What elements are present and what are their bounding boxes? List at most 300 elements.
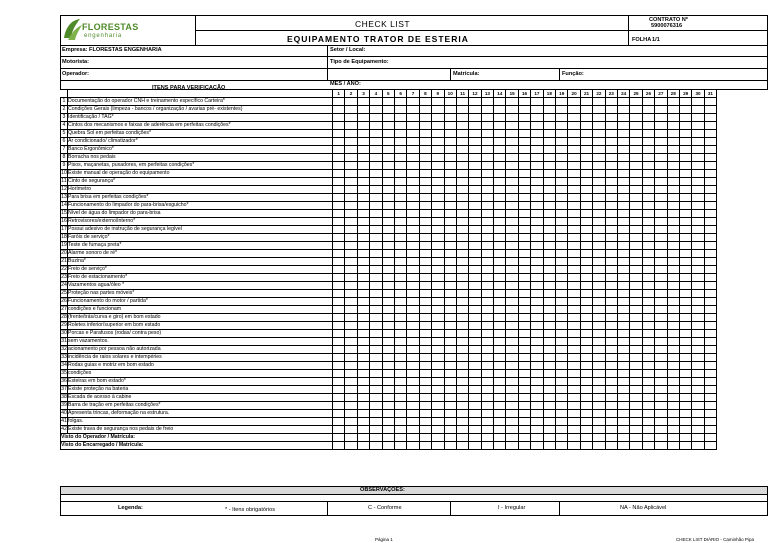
check-cell[interactable] <box>432 258 444 266</box>
check-cell[interactable] <box>556 178 568 186</box>
check-cell[interactable] <box>679 322 691 330</box>
check-cell[interactable] <box>382 170 394 178</box>
check-cell[interactable] <box>394 186 406 194</box>
check-cell[interactable] <box>345 162 357 170</box>
check-cell[interactable] <box>593 210 605 218</box>
check-cell[interactable] <box>630 290 642 298</box>
check-cell[interactable] <box>456 394 468 402</box>
check-cell[interactable] <box>444 106 456 114</box>
check-cell[interactable] <box>617 178 629 186</box>
signature-cell[interactable] <box>531 434 543 442</box>
check-cell[interactable] <box>568 418 580 426</box>
check-cell[interactable] <box>667 386 679 394</box>
check-cell[interactable] <box>593 226 605 234</box>
check-cell[interactable] <box>518 402 530 410</box>
check-cell[interactable] <box>543 410 555 418</box>
check-cell[interactable] <box>704 130 716 138</box>
check-cell[interactable] <box>704 170 716 178</box>
check-cell[interactable] <box>444 186 456 194</box>
check-cell[interactable] <box>432 362 444 370</box>
check-cell[interactable] <box>630 378 642 386</box>
check-cell[interactable] <box>655 242 667 250</box>
check-cell[interactable] <box>469 258 481 266</box>
check-cell[interactable] <box>407 130 419 138</box>
check-cell[interactable] <box>333 234 345 242</box>
sector-field[interactable]: Setor / Local: <box>330 47 366 53</box>
check-cell[interactable] <box>704 410 716 418</box>
check-cell[interactable] <box>655 266 667 274</box>
check-cell[interactable] <box>704 306 716 314</box>
check-cell[interactable] <box>481 426 493 434</box>
check-cell[interactable] <box>704 178 716 186</box>
check-cell[interactable] <box>333 354 345 362</box>
check-cell[interactable] <box>580 162 592 170</box>
check-cell[interactable] <box>419 266 431 274</box>
check-cell[interactable] <box>333 282 345 290</box>
check-cell[interactable] <box>543 378 555 386</box>
check-cell[interactable] <box>444 226 456 234</box>
check-cell[interactable] <box>456 146 468 154</box>
check-cell[interactable] <box>642 314 654 322</box>
check-cell[interactable] <box>617 202 629 210</box>
operator-field[interactable]: Operador: <box>62 71 90 77</box>
check-cell[interactable] <box>692 290 704 298</box>
check-cell[interactable] <box>419 114 431 122</box>
check-cell[interactable] <box>556 394 568 402</box>
check-cell[interactable] <box>568 410 580 418</box>
check-cell[interactable] <box>382 122 394 130</box>
check-cell[interactable] <box>617 98 629 106</box>
check-cell[interactable] <box>481 138 493 146</box>
check-cell[interactable] <box>407 394 419 402</box>
check-cell[interactable] <box>531 234 543 242</box>
check-cell[interactable] <box>605 98 617 106</box>
check-cell[interactable] <box>667 114 679 122</box>
check-cell[interactable] <box>469 146 481 154</box>
check-cell[interactable] <box>605 274 617 282</box>
check-cell[interactable] <box>518 130 530 138</box>
check-cell[interactable] <box>407 114 419 122</box>
check-cell[interactable] <box>370 98 382 106</box>
check-cell[interactable] <box>394 306 406 314</box>
check-cell[interactable] <box>469 290 481 298</box>
check-cell[interactable] <box>692 266 704 274</box>
check-cell[interactable] <box>382 194 394 202</box>
check-cell[interactable] <box>357 418 369 426</box>
check-cell[interactable] <box>333 170 345 178</box>
check-cell[interactable] <box>655 298 667 306</box>
check-cell[interactable] <box>444 194 456 202</box>
check-cell[interactable] <box>456 362 468 370</box>
check-cell[interactable] <box>370 266 382 274</box>
check-cell[interactable] <box>692 394 704 402</box>
check-cell[interactable] <box>655 210 667 218</box>
check-cell[interactable] <box>357 282 369 290</box>
check-cell[interactable] <box>679 242 691 250</box>
check-cell[interactable] <box>481 146 493 154</box>
check-cell[interactable] <box>704 362 716 370</box>
check-cell[interactable] <box>382 106 394 114</box>
check-cell[interactable] <box>506 306 518 314</box>
check-cell[interactable] <box>481 106 493 114</box>
check-cell[interactable] <box>419 298 431 306</box>
check-cell[interactable] <box>580 354 592 362</box>
check-cell[interactable] <box>382 186 394 194</box>
check-cell[interactable] <box>704 114 716 122</box>
check-cell[interactable] <box>543 298 555 306</box>
check-cell[interactable] <box>593 314 605 322</box>
check-cell[interactable] <box>469 314 481 322</box>
check-cell[interactable] <box>370 306 382 314</box>
check-cell[interactable] <box>679 274 691 282</box>
check-cell[interactable] <box>679 314 691 322</box>
check-cell[interactable] <box>456 386 468 394</box>
check-cell[interactable] <box>432 394 444 402</box>
check-cell[interactable] <box>345 146 357 154</box>
check-cell[interactable] <box>531 226 543 234</box>
check-cell[interactable] <box>345 258 357 266</box>
check-cell[interactable] <box>543 386 555 394</box>
check-cell[interactable] <box>642 106 654 114</box>
check-cell[interactable] <box>642 322 654 330</box>
check-cell[interactable] <box>580 306 592 314</box>
signature-cell[interactable] <box>370 442 382 450</box>
check-cell[interactable] <box>506 386 518 394</box>
check-cell[interactable] <box>394 178 406 186</box>
check-cell[interactable] <box>667 106 679 114</box>
check-cell[interactable] <box>605 226 617 234</box>
check-cell[interactable] <box>432 266 444 274</box>
check-cell[interactable] <box>370 410 382 418</box>
check-cell[interactable] <box>630 170 642 178</box>
check-cell[interactable] <box>704 250 716 258</box>
check-cell[interactable] <box>518 322 530 330</box>
check-cell[interactable] <box>456 306 468 314</box>
check-cell[interactable] <box>617 370 629 378</box>
check-cell[interactable] <box>333 258 345 266</box>
check-cell[interactable] <box>580 330 592 338</box>
check-cell[interactable] <box>481 210 493 218</box>
check-cell[interactable] <box>556 378 568 386</box>
check-cell[interactable] <box>655 306 667 314</box>
check-cell[interactable] <box>568 234 580 242</box>
check-cell[interactable] <box>531 314 543 322</box>
check-cell[interactable] <box>370 290 382 298</box>
signature-cell[interactable] <box>630 434 642 442</box>
check-cell[interactable] <box>506 426 518 434</box>
check-cell[interactable] <box>667 306 679 314</box>
check-cell[interactable] <box>518 386 530 394</box>
check-cell[interactable] <box>357 410 369 418</box>
check-cell[interactable] <box>679 394 691 402</box>
check-cell[interactable] <box>456 170 468 178</box>
check-cell[interactable] <box>605 394 617 402</box>
check-cell[interactable] <box>419 122 431 130</box>
check-cell[interactable] <box>518 330 530 338</box>
check-cell[interactable] <box>444 274 456 282</box>
check-cell[interactable] <box>704 378 716 386</box>
check-cell[interactable] <box>494 306 506 314</box>
check-cell[interactable] <box>370 106 382 114</box>
check-cell[interactable] <box>605 378 617 386</box>
check-cell[interactable] <box>679 298 691 306</box>
check-cell[interactable] <box>333 122 345 130</box>
check-cell[interactable] <box>506 250 518 258</box>
check-cell[interactable] <box>407 402 419 410</box>
check-cell[interactable] <box>345 114 357 122</box>
check-cell[interactable] <box>469 426 481 434</box>
check-cell[interactable] <box>593 370 605 378</box>
check-cell[interactable] <box>642 162 654 170</box>
check-cell[interactable] <box>568 170 580 178</box>
check-cell[interactable] <box>679 330 691 338</box>
check-cell[interactable] <box>407 138 419 146</box>
check-cell[interactable] <box>481 346 493 354</box>
check-cell[interactable] <box>494 162 506 170</box>
check-cell[interactable] <box>630 314 642 322</box>
check-cell[interactable] <box>419 426 431 434</box>
check-cell[interactable] <box>617 402 629 410</box>
check-cell[interactable] <box>580 314 592 322</box>
signature-cell[interactable] <box>580 434 592 442</box>
check-cell[interactable] <box>679 386 691 394</box>
check-cell[interactable] <box>407 266 419 274</box>
check-cell[interactable] <box>605 330 617 338</box>
check-cell[interactable] <box>642 362 654 370</box>
check-cell[interactable] <box>593 402 605 410</box>
check-cell[interactable] <box>357 106 369 114</box>
check-cell[interactable] <box>692 386 704 394</box>
check-cell[interactable] <box>494 170 506 178</box>
check-cell[interactable] <box>642 122 654 130</box>
check-cell[interactable] <box>469 114 481 122</box>
check-cell[interactable] <box>444 394 456 402</box>
check-cell[interactable] <box>481 378 493 386</box>
check-cell[interactable] <box>419 154 431 162</box>
check-cell[interactable] <box>370 178 382 186</box>
check-cell[interactable] <box>394 322 406 330</box>
check-cell[interactable] <box>357 226 369 234</box>
check-cell[interactable] <box>531 290 543 298</box>
check-cell[interactable] <box>531 114 543 122</box>
check-cell[interactable] <box>692 122 704 130</box>
signature-cell[interactable] <box>432 442 444 450</box>
check-cell[interactable] <box>556 122 568 130</box>
check-cell[interactable] <box>419 186 431 194</box>
check-cell[interactable] <box>494 378 506 386</box>
check-cell[interactable] <box>543 122 555 130</box>
check-cell[interactable] <box>556 426 568 434</box>
check-cell[interactable] <box>419 410 431 418</box>
check-cell[interactable] <box>456 218 468 226</box>
check-cell[interactable] <box>456 266 468 274</box>
check-cell[interactable] <box>630 394 642 402</box>
check-cell[interactable] <box>543 330 555 338</box>
check-cell[interactable] <box>580 258 592 266</box>
check-cell[interactable] <box>580 218 592 226</box>
check-cell[interactable] <box>333 138 345 146</box>
check-cell[interactable] <box>531 282 543 290</box>
check-cell[interactable] <box>556 114 568 122</box>
check-cell[interactable] <box>407 106 419 114</box>
check-cell[interactable] <box>704 370 716 378</box>
check-cell[interactable] <box>642 282 654 290</box>
check-cell[interactable] <box>394 242 406 250</box>
check-cell[interactable] <box>556 386 568 394</box>
check-cell[interactable] <box>568 370 580 378</box>
check-cell[interactable] <box>655 274 667 282</box>
check-cell[interactable] <box>655 314 667 322</box>
check-cell[interactable] <box>543 146 555 154</box>
check-cell[interactable] <box>704 418 716 426</box>
check-cell[interactable] <box>642 386 654 394</box>
check-cell[interactable] <box>630 386 642 394</box>
check-cell[interactable] <box>679 178 691 186</box>
check-cell[interactable] <box>593 290 605 298</box>
check-cell[interactable] <box>444 210 456 218</box>
check-cell[interactable] <box>357 130 369 138</box>
check-cell[interactable] <box>679 122 691 130</box>
check-cell[interactable] <box>481 258 493 266</box>
check-cell[interactable] <box>605 290 617 298</box>
check-cell[interactable] <box>617 250 629 258</box>
check-cell[interactable] <box>543 338 555 346</box>
check-cell[interactable] <box>593 378 605 386</box>
check-cell[interactable] <box>556 146 568 154</box>
check-cell[interactable] <box>692 98 704 106</box>
check-cell[interactable] <box>593 298 605 306</box>
check-cell[interactable] <box>642 186 654 194</box>
check-cell[interactable] <box>568 186 580 194</box>
check-cell[interactable] <box>394 362 406 370</box>
check-cell[interactable] <box>531 170 543 178</box>
check-cell[interactable] <box>469 266 481 274</box>
check-cell[interactable] <box>370 186 382 194</box>
check-cell[interactable] <box>444 266 456 274</box>
check-cell[interactable] <box>655 114 667 122</box>
check-cell[interactable] <box>655 170 667 178</box>
check-cell[interactable] <box>679 290 691 298</box>
check-cell[interactable] <box>667 290 679 298</box>
check-cell[interactable] <box>543 418 555 426</box>
check-cell[interactable] <box>419 130 431 138</box>
check-cell[interactable] <box>704 234 716 242</box>
check-cell[interactable] <box>432 202 444 210</box>
check-cell[interactable] <box>333 130 345 138</box>
check-cell[interactable] <box>531 362 543 370</box>
check-cell[interactable] <box>481 386 493 394</box>
check-cell[interactable] <box>543 194 555 202</box>
check-cell[interactable] <box>630 218 642 226</box>
check-cell[interactable] <box>518 194 530 202</box>
check-cell[interactable] <box>580 138 592 146</box>
check-cell[interactable] <box>679 410 691 418</box>
check-cell[interactable] <box>419 138 431 146</box>
check-cell[interactable] <box>605 170 617 178</box>
check-cell[interactable] <box>556 290 568 298</box>
check-cell[interactable] <box>494 322 506 330</box>
check-cell[interactable] <box>655 122 667 130</box>
check-cell[interactable] <box>494 258 506 266</box>
check-cell[interactable] <box>444 154 456 162</box>
check-cell[interactable] <box>370 282 382 290</box>
check-cell[interactable] <box>531 122 543 130</box>
check-cell[interactable] <box>357 386 369 394</box>
check-cell[interactable] <box>642 194 654 202</box>
check-cell[interactable] <box>419 322 431 330</box>
check-cell[interactable] <box>593 122 605 130</box>
check-cell[interactable] <box>630 186 642 194</box>
check-cell[interactable] <box>543 186 555 194</box>
check-cell[interactable] <box>518 106 530 114</box>
check-cell[interactable] <box>333 186 345 194</box>
check-cell[interactable] <box>531 146 543 154</box>
check-cell[interactable] <box>481 170 493 178</box>
check-cell[interactable] <box>605 146 617 154</box>
check-cell[interactable] <box>531 130 543 138</box>
check-cell[interactable] <box>568 378 580 386</box>
check-cell[interactable] <box>630 274 642 282</box>
check-cell[interactable] <box>655 378 667 386</box>
check-cell[interactable] <box>345 386 357 394</box>
signature-cell[interactable] <box>580 442 592 450</box>
check-cell[interactable] <box>333 274 345 282</box>
check-cell[interactable] <box>333 346 345 354</box>
check-cell[interactable] <box>394 346 406 354</box>
check-cell[interactable] <box>605 370 617 378</box>
check-cell[interactable] <box>394 98 406 106</box>
check-cell[interactable] <box>357 218 369 226</box>
check-cell[interactable] <box>543 282 555 290</box>
check-cell[interactable] <box>333 402 345 410</box>
check-cell[interactable] <box>456 250 468 258</box>
check-cell[interactable] <box>432 250 444 258</box>
check-cell[interactable] <box>432 282 444 290</box>
check-cell[interactable] <box>444 138 456 146</box>
check-cell[interactable] <box>617 306 629 314</box>
check-cell[interactable] <box>568 258 580 266</box>
check-cell[interactable] <box>370 242 382 250</box>
check-cell[interactable] <box>667 274 679 282</box>
check-cell[interactable] <box>605 242 617 250</box>
check-cell[interactable] <box>494 338 506 346</box>
check-cell[interactable] <box>617 354 629 362</box>
check-cell[interactable] <box>617 418 629 426</box>
check-cell[interactable] <box>469 98 481 106</box>
check-cell[interactable] <box>704 298 716 306</box>
check-cell[interactable] <box>469 274 481 282</box>
check-cell[interactable] <box>432 106 444 114</box>
check-cell[interactable] <box>518 370 530 378</box>
check-cell[interactable] <box>543 106 555 114</box>
check-cell[interactable] <box>667 250 679 258</box>
check-cell[interactable] <box>382 330 394 338</box>
signature-cell[interactable] <box>543 434 555 442</box>
check-cell[interactable] <box>345 354 357 362</box>
check-cell[interactable] <box>419 346 431 354</box>
check-cell[interactable] <box>394 298 406 306</box>
check-cell[interactable] <box>394 146 406 154</box>
check-cell[interactable] <box>407 242 419 250</box>
check-cell[interactable] <box>382 410 394 418</box>
check-cell[interactable] <box>382 154 394 162</box>
check-cell[interactable] <box>370 218 382 226</box>
check-cell[interactable] <box>617 362 629 370</box>
check-cell[interactable] <box>481 290 493 298</box>
check-cell[interactable] <box>382 314 394 322</box>
check-cell[interactable] <box>370 418 382 426</box>
check-cell[interactable] <box>345 138 357 146</box>
